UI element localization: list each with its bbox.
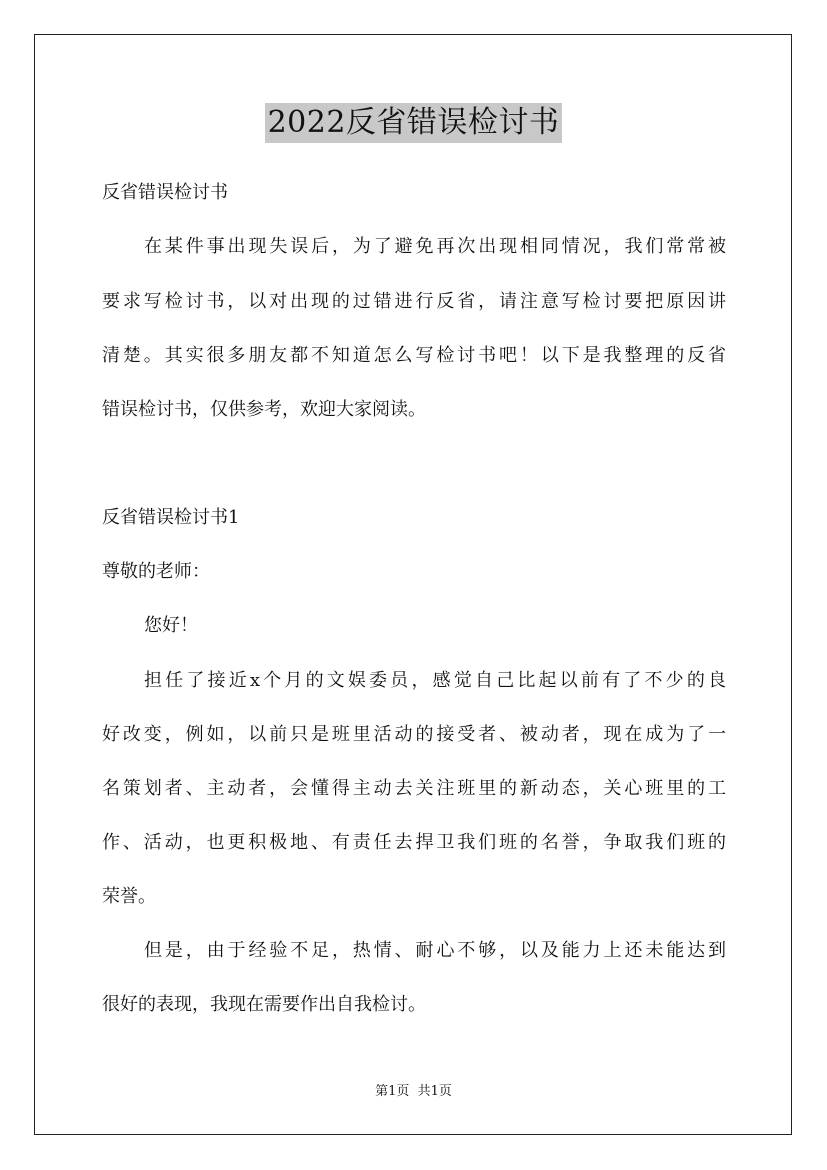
intro-line-3: 清楚。其实很多朋友都不知道怎么写检讨书吧！以下是我整理的反省 bbox=[102, 345, 726, 366]
paragraph2-line-1: 但是，由于经验不足，热情、耐心不够，以及能力上还未能达到 bbox=[144, 940, 726, 961]
intro-line-2: 要求写检讨书，以对出现的过错进行反省，请注意写检讨要把原因讲 bbox=[102, 291, 726, 312]
page-number-footer: 第1页 共1页 bbox=[375, 1084, 452, 1099]
title-container bbox=[0, 103, 827, 143]
document-subtitle: 反省错误检讨书 bbox=[102, 182, 228, 203]
intro-line-1: 在某件事出现失误后，为了避免再次出现相同情况，我们常常被 bbox=[144, 236, 726, 257]
greeting: 您好！ bbox=[144, 615, 198, 636]
section-heading: 反省错误检讨书1 bbox=[102, 507, 240, 528]
paragraph1-line-5: 荣誉。 bbox=[102, 886, 156, 907]
paragraph1-line-2: 好改变，例如，以前只是班里活动的接受者、被动者，现在成为了一 bbox=[102, 724, 726, 745]
document-title: 2022反省错误检讨书 bbox=[265, 103, 563, 143]
intro-line-4: 错误检讨书，仅供参考，欢迎大家阅读。 bbox=[102, 399, 426, 420]
salutation: 尊敬的老师： bbox=[102, 561, 210, 582]
paragraph2-line-2: 很好的表现，我现在需要作出自我检讨。 bbox=[102, 994, 426, 1015]
paragraph1-line-3: 名策划者、主动者，会懂得主动去关注班里的新动态，关心班里的工 bbox=[102, 778, 726, 799]
paragraph1-line-1: 担任了接近x个月的文娱委员，感觉自己比起以前有了不少的良 bbox=[144, 670, 726, 691]
paragraph1-line-4: 作、活动，也更积极地、有责任去捍卫我们班的名誉，争取我们班的 bbox=[102, 832, 726, 853]
